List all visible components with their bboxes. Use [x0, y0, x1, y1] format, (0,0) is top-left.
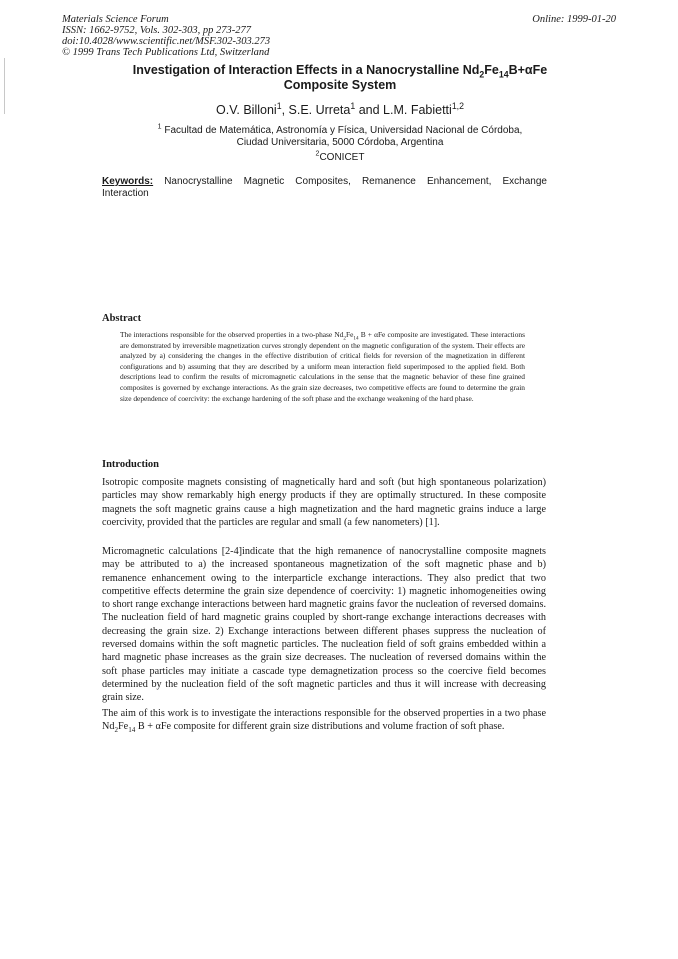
author-affil-mark: 1: [276, 100, 282, 111]
abstract-sub: 14: [353, 335, 359, 342]
journal-name: Materials Science Forum: [62, 14, 169, 25]
issn-line[interactable]: ISSN: 1662-9752, Vols. 302-303, pp 273-277: [62, 25, 251, 36]
paper-title-line1: [60, 63, 620, 78]
affil-mark: 1: [157, 123, 162, 131]
title-text: Investigation of Interaction Effects in a Nanocrystalline Nd: [132, 63, 480, 77]
publication-header: [62, 14, 270, 58]
keywords-text: Nanocrystalline Magnetic Composites, Remanence Enhancement, Exchange: [164, 176, 547, 187]
title-text: B+αFe: [508, 63, 548, 77]
affiliation-line2: Ciudad Universitaria, 5000 Córdoba, Argentina: [236, 137, 444, 148]
intro-paragraph-2: Micromagnetic calculations [2-4]indicate that the high remanence of nanocrystalline composite magnets may be attributed to a) the increased spontaneous magnetization of the soft magnetic phase and b) remanence enhancement owing to the interparticle exchange interactions. They also predict that two competitive effects determine the grain size dependence of coercivity: 1) magnetic inhomogeneities owing to short range exchange interactions between hard magnetic grains favor the nucleation of reversed domains. The nucleation field of hard magnetic grains coupled by short-range exchange interactions decreases with decreasing the grain size. 2) Exchange interactions between different phases suppress the nucleation of reversed domains within the soft magnetic particles. The nucleation field of soft grains embedded within a hard magnetic phase increases as the grain size decreases. The nucleation of reversed domains within the soft phase particles may initiate a cascade type demagnetization process so the coercive field becomes determined by the nucleation field of the soft magnetic particles and thus it will increase with decreasing grain size.: [102, 546, 546, 704]
paragraph-part: The aim of this work is to investigate the interactions responsible for the observed properties in a two phase Nd: [102, 708, 546, 733]
author-affil-mark: 1: [350, 100, 356, 111]
online-date: Online: 1999-01-20: [532, 14, 616, 25]
paper-title-line2: Composite System: [283, 78, 397, 92]
paragraph-sub: 2: [114, 726, 119, 735]
keywords-line1: [102, 176, 547, 188]
affil-text: CONICET: [319, 152, 365, 163]
title-sub: 14: [498, 69, 509, 80]
affil-mark: 2: [315, 150, 320, 158]
abstract-text: [120, 330, 525, 404]
abstract-sub: 2: [343, 335, 346, 342]
keywords-line2: Interaction: [102, 187, 149, 199]
paragraph-part: Fe: [118, 721, 129, 733]
author-name: O.V. Billoni: [216, 103, 277, 117]
abstract-part: Fe: [345, 330, 354, 339]
abstract-part: The interactions responsible for the observed properties in a two-phase Nd: [120, 330, 344, 339]
keywords-label: Keywords:: [102, 176, 154, 187]
copyright-line: © 1999 Trans Tech Publications Ltd, Switzerland: [62, 47, 270, 58]
keywords-block: [102, 176, 547, 199]
author-separator: ,: [281, 103, 289, 117]
author-name: L.M. Fabietti: [383, 103, 452, 117]
paragraph-sub: 14: [128, 726, 136, 735]
author-separator: and: [355, 103, 384, 117]
margin-rule: [4, 58, 5, 114]
introduction-heading: Introduction: [102, 459, 159, 470]
abstract-part: B + αFe composite are investigated. These interactions are demonstrated by irreversible magnetization curves strongly dependent on the magnetic configuration of the system. Their effects are analyzed by a) considering the changes in the effective distribution of critical fields for reversion of the magnetization in different configurations and b) assuming that they are described by a uniform mean interaction field superimposed to the applied field. Both descriptions lead to confirm the results of micromagnetic calculations in the sense that the magnetic behavior of these fine grained composites is governed by exchange interactions. As the grain size decreases, two competitive effects are found to determine the grain size dependence of coercivity: the exchange hardening of the soft phase and the exchange weakening of the hard phase.: [120, 330, 525, 403]
author-affil-mark: 1,2: [451, 100, 464, 111]
affil-text: Facultad de Matemática, Astronomía y Física, Universidad Nacional de Córdoba,: [161, 125, 523, 136]
intro-paragraph-1: Isotropic composite magnets consisting of magnetically hard and soft (but high spontaneous polarization) particles may show remarkably high energy products if they are optimally structured. In these composite magnets the soft magnetic grains cause a high magnetization and the hard magnetic grains induce a large coercivity, provided that the particles are regular and small (a few nanometers) [1].: [102, 477, 546, 528]
intro-paragraph-3: [102, 707, 546, 734]
affiliation-line1: [60, 125, 620, 137]
author-name: S.E. Urreta: [288, 103, 351, 117]
title-sub: 2: [479, 69, 485, 80]
abstract-heading: Abstract: [102, 313, 142, 324]
doi-link[interactable]: doi:10.4028/www.scientific.net/MSF.302-303.273: [62, 36, 271, 47]
affiliation-line3: [60, 152, 620, 164]
title-text: Fe: [484, 63, 499, 77]
paragraph-part: B + αFe composite for different grain size distributions and volume fraction of soft phase.: [135, 721, 505, 733]
author-list: [60, 100, 620, 117]
